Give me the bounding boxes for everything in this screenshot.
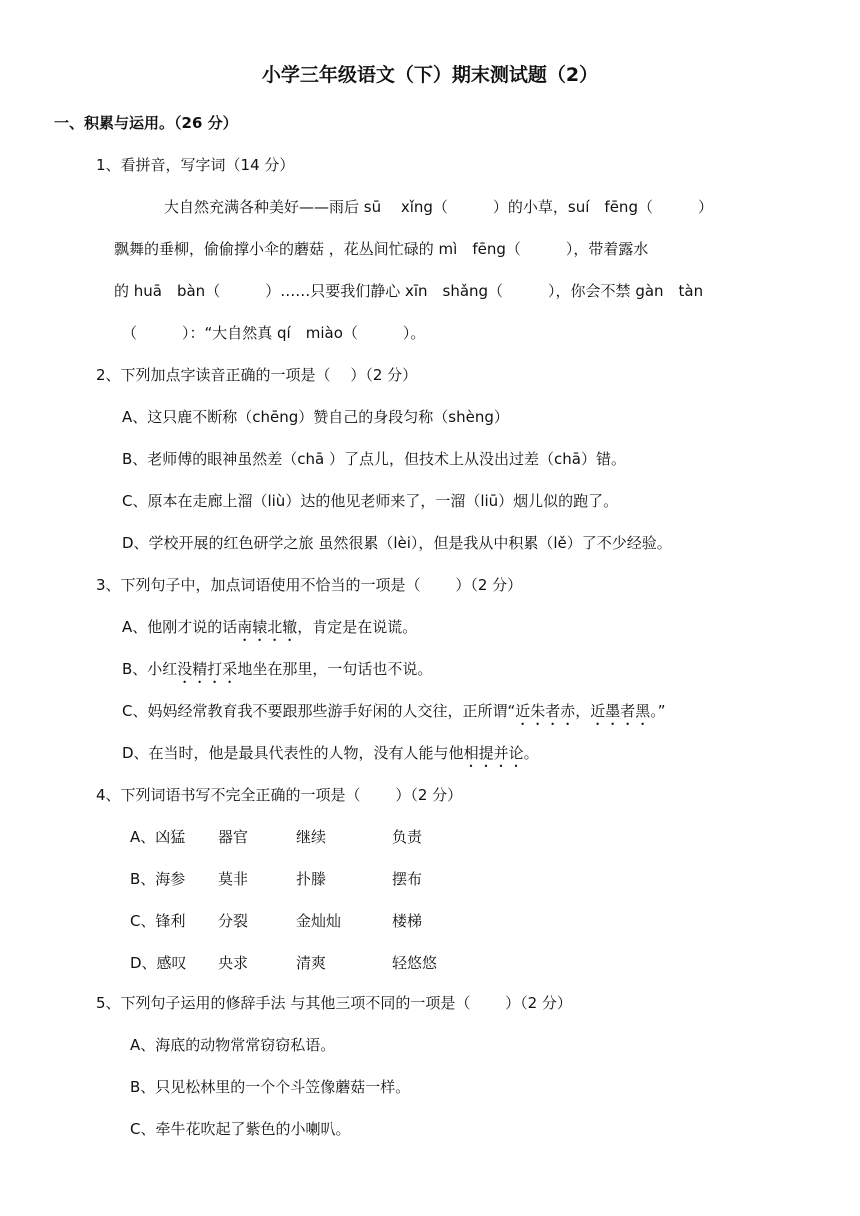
- q4-word-r3-c4: 楼梯: [392, 912, 423, 930]
- question-3-stem: 3、下列句子中，加点词语使用不恰当的一项是（ ）（2 分）: [96, 576, 523, 594]
- question-2-stem: 2、下列加点字读音正确的一项是（ ）（2 分）: [96, 366, 418, 384]
- q3-d-dotted-word: 相提并论: [463, 744, 524, 762]
- q4-word-r2-c4: 摆布: [392, 870, 423, 888]
- q3-c-dotted-word-1: 近朱者赤: [515, 702, 576, 720]
- q1-passage-line-2: 飘舞的垂柳，偷偷撑小伞的蘑菇 ，花丛间忙碌的 mì fēng（ ），带着露水: [114, 240, 649, 258]
- q5-option-a: A、海底的动物常常窃窃私语。: [130, 1036, 336, 1054]
- q4-word-r3-c1: C、锋利: [130, 912, 186, 930]
- q3-d-text-end: 。: [523, 744, 539, 762]
- q1-passage-line-3: 的 huā bàn（ ）……只要我们静心 xīn shǎng（ ），你会不禁 gàn tàn: [114, 282, 704, 300]
- q4-word-r2-c2: 莫非: [218, 870, 249, 888]
- q2-option-c: C、原本在走廊上溜（liù）达的他见老师来了，一溜（liū）烟儿似的跑了。: [122, 492, 619, 510]
- q3-c-dotted-word-2: 近墨者黑: [590, 702, 651, 720]
- q4-word-r1-c1: A、凶猛: [130, 828, 186, 846]
- section-heading: 一、积累与运用。（26 分）: [54, 114, 238, 132]
- q1-passage-line-1: 大自然充满各种美好——雨后 sū xǐng（ ）的小草，suí fēng（ ）: [164, 198, 713, 216]
- q5-option-c: C、牵牛花吹起了紫色的小喇叭。: [130, 1120, 351, 1138]
- q3-b-text: B、小红: [122, 660, 178, 678]
- q3-c-text: C、妈妈经常教育我不要跟那些游手好闲的人交往，正所谓“: [122, 702, 516, 720]
- q3-option-a: [122, 616, 417, 645]
- q4-word-r3-c3: 金灿灿: [296, 912, 342, 930]
- q3-c-text-end: 。”: [650, 702, 666, 720]
- q1-passage-line-4: （ ）：“大自然真 qí miào（ ）。: [122, 324, 426, 342]
- question-5-stem: 5、下列句子运用的修辞手法 与其他三项不同的一项是（ ）（2 分）: [96, 994, 572, 1012]
- q4-word-r1-c2: 器官: [218, 828, 249, 846]
- q4-word-r3-c2: 分裂: [218, 912, 249, 930]
- q4-word-r4-c1: D、感叹: [130, 954, 187, 972]
- question-1-stem: 1、看拼音，写字词（14 分）: [96, 156, 295, 174]
- q4-word-r1-c3: 继续: [296, 828, 327, 846]
- q3-b-dotted-word: 没精打采: [177, 660, 238, 678]
- q3-option-d: [122, 742, 539, 771]
- q3-b-text-end: 地坐在那里，一句话也不说。: [237, 660, 433, 678]
- q4-word-r2-c1: B、海参: [130, 870, 186, 888]
- q2-option-a: A、这只鹿不断称（chēng）赞自己的身段匀称（shèng）: [122, 408, 509, 426]
- q4-word-r1-c4: 负责: [392, 828, 423, 846]
- q3-c-comma: ，: [575, 702, 591, 720]
- q3-option-b: [122, 658, 432, 687]
- q5-option-b: B、只见松林里的一个个斗笠像蘑菇一样。: [130, 1078, 411, 1096]
- q4-word-r2-c3: 扑滕: [296, 870, 327, 888]
- question-4-stem: 4、下列词语书写不完全正确的一项是（ ）（2 分）: [96, 786, 463, 804]
- q2-option-d: D、学校开展的红色研学之旅 虽然很累（lèi），但是我从中积累（lě）了不少经验。: [122, 534, 672, 552]
- q3-option-c: [122, 700, 666, 729]
- q3-a-dotted-word: 南辕北辙: [237, 618, 298, 636]
- q3-a-text-end: ，肯定是在说谎。: [297, 618, 418, 636]
- q3-a-text: A、他刚才说的话: [122, 618, 238, 636]
- q4-word-r4-c4: 轻悠悠: [392, 954, 438, 972]
- q3-d-text: D、在当时，他是最具代表性的人物，没有人能与他: [122, 744, 464, 762]
- q4-word-r4-c3: 清爽: [296, 954, 327, 972]
- q4-word-r4-c2: 央求: [218, 954, 249, 972]
- q2-option-b: B、老师傅的眼神虽然差（chā ）了点儿，但技术上从没出过差（chā）错。: [122, 450, 626, 468]
- page-title: 小学三年级语文（下）期末测试题（2）: [261, 64, 599, 86]
